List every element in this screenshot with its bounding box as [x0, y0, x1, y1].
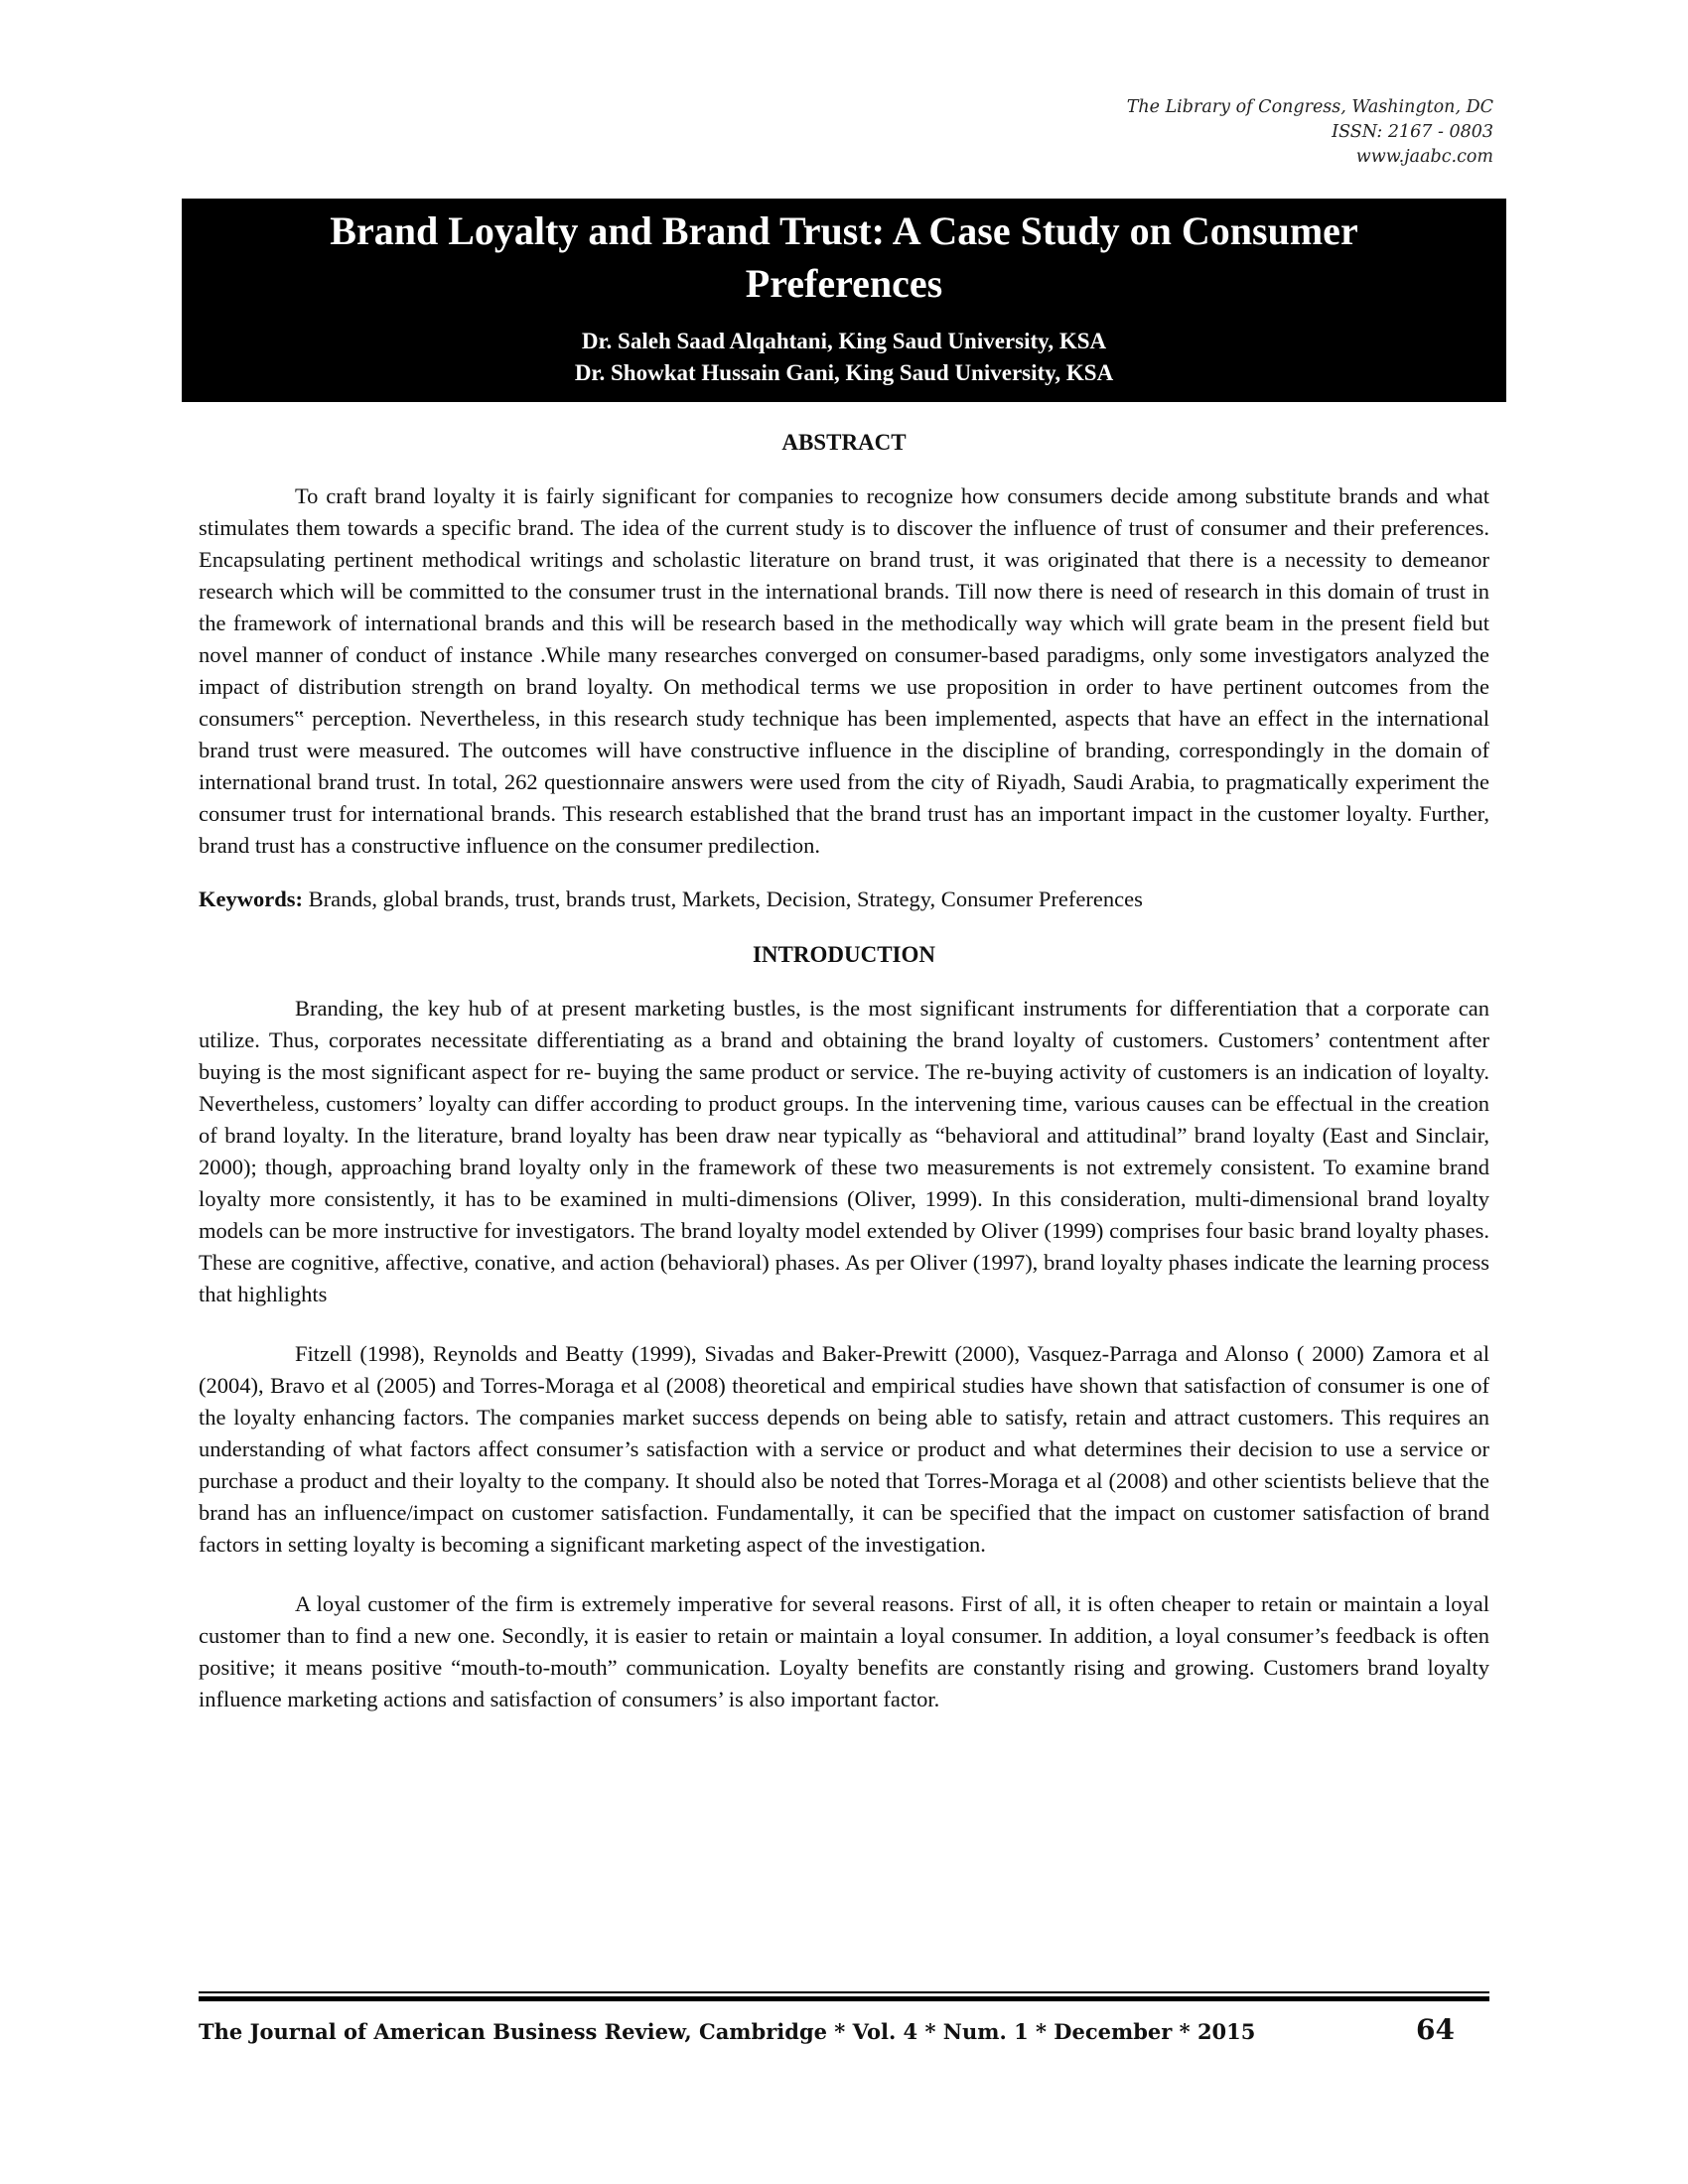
paper-body [199, 427, 1489, 1715]
author-list [182, 326, 1506, 389]
keywords-text: Brands, global brands, trust, brands trust, Markets, Decision, Strategy, Consumer Preferences [303, 887, 1143, 911]
page-footer [199, 2013, 1455, 2046]
intro-paragraph-3: A loyal customer of the firm is extremely imperative for several reasons. First of all, it is often cheaper to retain or maintain a loyal customer than to find a new one. Secondly, it is easier to retain or maintain a loyal consumer. In addition, a loyal consumer’s feedback is often positive; it means positive “mouth-to-mouth” communication. Loyalty benefits are constantly rising and growing. Customers brand loyalty influence marketing actions and satisfaction of consumers’ is also important factor. [199, 1591, 1489, 1711]
author-1: Dr. Saleh Saad Alqahtani, King Saud University, KSA [581, 329, 1107, 353]
paper-title [182, 205, 1506, 310]
issn-line: ISSN: 2167 - 0803 [1332, 122, 1493, 142]
title-banner [182, 199, 1506, 402]
website-line: www.jaabc.com [1355, 147, 1493, 167]
author-2: Dr. Showkat Hussain Gani, King Saud University, KSA [574, 360, 1114, 385]
title-line-2: Preferences [745, 261, 943, 306]
page-number: 64 [1416, 2013, 1455, 2046]
keywords [199, 884, 1489, 915]
keywords-label: Keywords: [199, 887, 303, 911]
title-line-1: Brand Loyalty and Brand Trust: A Case Study on Consumer [330, 208, 1358, 253]
intro-paragraph-1: Branding, the key hub of at present marketing bustles, is the most significant instruments for differentiation that a corporate can utilize. Thus, corporates necessitate differentiating as a brand and obtaining the brand loyalty of customers. Customers’ contentment after buying is the most significant aspect for re- buying the same product or service. The re-buying activity of customers is an indication of loyalty. Nevertheless, customers’ loyalty can differ according to product groups. In the intervening time, various causes can be effectual in the creation of brand loyalty. In the literature, brand loyalty has been draw near typically as “behavioral and attitudinal” brand loyalty (East and Sinclair, 2000); though, approaching brand loyalty only in the framework of these two measurements is not extremely consistent. To examine brand loyalty more consistently, it has to be examined in multi-dimensions (Oliver, 1999). In this consideration, multi-dimensional brand loyalty models can be more instructive for investigators. The brand loyalty model extended by Oliver (1999) comprises four basic brand loyalty phases. These are cognitive, affective, conative, and action (behavioral) phases. As per Oliver (1997), brand loyalty phases indicate the learning process that highlights [199, 996, 1489, 1306]
publication-info [1127, 95, 1493, 170]
introduction-heading: INTRODUCTION [752, 942, 936, 967]
abstract-text: To craft brand loyalty it is fairly significant for companies to recognize how consumers decide among substitute brands and what stimulates them towards a specific brand. The idea of the current study is to discover the influence of trust of consumer and their preferences. Encapsulating pertinent methodical writings and scholastic literature on brand trust, it was originated that there is a necessity to demeanor research which will be committed to the consumer trust in the international brands. Till now there is need of research in this domain of trust in the framework of international brands and this will be research based in the methodically way which will grate beam in the present field but novel manner of conduct of instance .While many researches converged on consumer-based paradigms, only some investigators analyzed the impact of distribution strength on brand loyalty. On methodical terms we use proposition in order to have pertinent outcomes from the consumers‟ perception. Nevertheless, in this research study technique has been implemented, aspects that have an effect in the international brand trust were measured. The outcomes will have constructive influence in the discipline of branding, correspondingly in the domain of international brand trust. In total, 262 questionnaire answers were used from the city of Riyadh, Saudi Arabia, to pragmatically experiment the consumer trust for international brands. This research established that the brand trust has an important impact in the customer loyalty. Further, brand trust has a constructive influence on the consumer predilection. [199, 483, 1489, 858]
journal-citation: The Journal of American Business Review, Cambridge * Vol. 4 * Num. 1 * December * 2015 [199, 2019, 1256, 2044]
footer-rule [199, 1991, 1489, 2001]
library-line: The Library of Congress, Washington, DC [1126, 97, 1493, 117]
intro-paragraph-2: Fitzell (1998), Reynolds and Beatty (1999), Sivadas and Baker-Prewitt (2000), Vasquez-Parraga and Alonso ( 2000) Zamora et al (2004), Bravo et al (2005) and Torres-Moraga et al (2008) theoretical and empirical studies have shown that satisfaction of consumer is one of the loyalty enhancing factors. The companies market success depends on being able to satisfy, retain and attract customers. This requires an understanding of what factors affect consumer’s satisfaction with a service or product and what determines their decision to use a service or purchase a product and their loyalty to the company. It should also be noted that Torres-Moraga et al (2008) and other scientists believe that the brand has an influence/impact on customer satisfaction. Fundamentally, it can be specified that the impact on customer satisfaction of brand factors in setting loyalty is becoming a significant marketing aspect of the investigation. [199, 1341, 1489, 1557]
abstract-heading: ABSTRACT [781, 430, 907, 455]
